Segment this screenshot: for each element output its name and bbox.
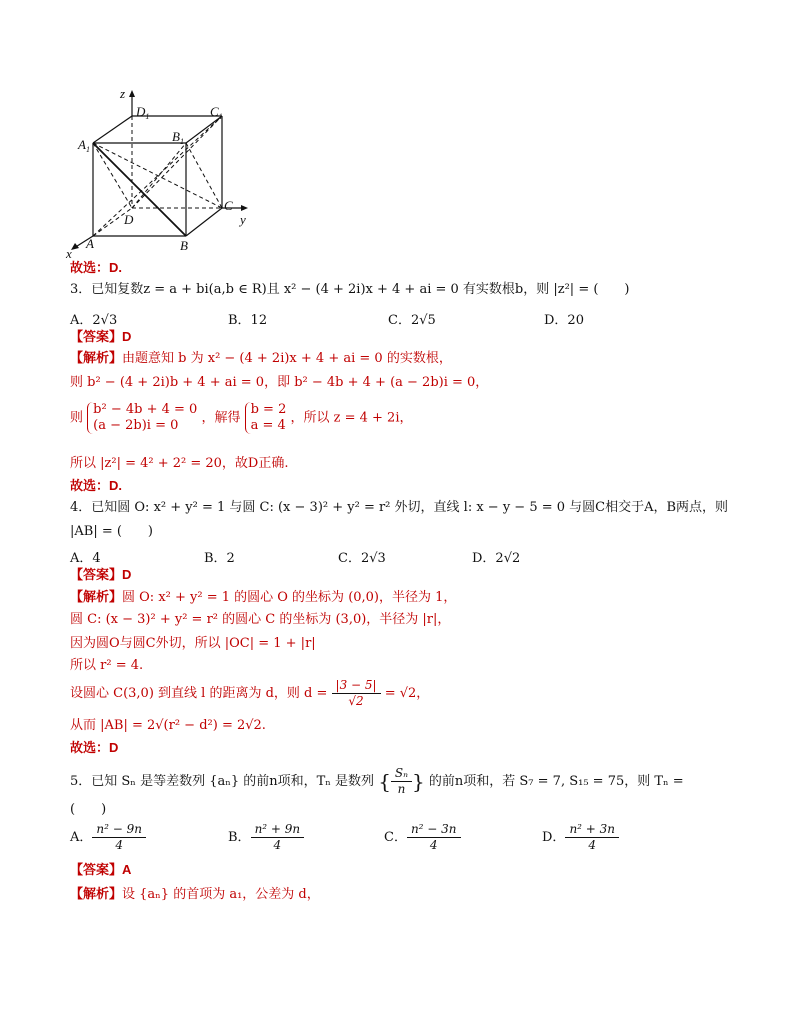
q5-option-a: A． $\frac{\text{n² − 9n}}{4}$: [70, 822, 146, 853]
q3-analysis-line1: 【解析】由题意知 b 为 x² − (4 + 2i)x + 4 + ai = 0 的实数根，: [70, 350, 452, 366]
q3-option-b: B．12: [228, 313, 268, 328]
q3-option-a: A．2√3: [70, 313, 118, 328]
q3-analysis-line2: 则 b² − (4 + 2i)b + 4 + ai = 0，即 b² − 4b + 4 + (a − 2b)i = 0，: [70, 375, 489, 390]
q4-analysis-line2: 圆 C: (x − 3)² + y² = r² 的圆心 C 的坐标为 (3,0)，半径为 |r|，: [70, 612, 451, 627]
q3-select-line: 故选：D.: [70, 478, 123, 493]
q3-option-d: D．20: [544, 313, 584, 328]
q5-stem-line2: ( ): [70, 802, 107, 817]
q3-system-2: b = 2 a = 4: [245, 402, 287, 434]
q4-answer: 【答案】D: [70, 567, 132, 582]
q4-analysis-line5: 设圆心 C(3,0) 到直线 l 的距离为 d，则 d = $\frac{|3 - 5|}{√2}$ = √2，: [70, 678, 430, 708]
label-z: z: [120, 86, 126, 101]
label-c1: $C_1$: [210, 104, 223, 121]
q3-stem: 3．已知复数z = a + bi(a,b ∈ R)且 x² − (4 + 2i)x + 4 + ai = 0 有实数根b，则 |z²| = ( ): [70, 282, 630, 297]
q4-option-c: C．2√3: [338, 551, 386, 566]
q4-option-b: B．2: [204, 551, 235, 566]
q4-option-d: D．2√2: [472, 551, 521, 566]
analysis-label: 【解析】: [70, 350, 123, 365]
q4-select-line: 故选：D: [70, 740, 119, 755]
q3-analysis-system: 则 b² − 4b + 4 = 0 (a − 2b)i = 0 ，解得 b = 2 a = 4 ，所以 z = 4 + 2i，: [70, 402, 413, 433]
q5-option-d: D． $\frac{\text{n² + 3n}}{4}$: [542, 822, 619, 853]
q4-stem-line2: |AB| = ( ): [70, 524, 154, 539]
q3-option-c: C．2√5: [388, 313, 436, 328]
q3-system-1: b² − 4b + 4 = 0 (a − 2b)i = 0: [87, 402, 197, 434]
q4-analysis-line1: 【解析】圆 O: x² + y² = 1 的圆心 O 的坐标为 (0,0)，半径为 1，: [70, 589, 457, 605]
q3-answer: 【答案】D: [70, 329, 132, 344]
q4-stem-line1: 4．已知圆 O: x² + y² = 1 与圆 C: (x − 3)² + y² = r² 外切，直线 l: x − y − 5 = 0 与圆C相交于A，B两点，则: [70, 500, 729, 515]
q5-stem-line1: 5．已知 Sₙ 是等差数列 {aₙ} 的前n项和，Tₙ 是数列 { $\frac{\text{Sₙ}}{n}$ } 的前n项和，若 S₇ = 7, S₁₅ = 75，则 Tₙ =: [70, 766, 684, 796]
q4-option-a: A．4: [70, 551, 101, 566]
label-y: y: [240, 212, 246, 227]
label-b1: $B_1$: [172, 129, 184, 146]
label-a: A: [86, 236, 94, 251]
q4-analysis-line4: 所以 r² = 4.: [70, 658, 144, 673]
q5-option-c: C． $\frac{\text{n² − 3n}}{4}$: [384, 822, 461, 853]
q4-analysis-line3: 因为圆O与圆C外切，所以 |OC| = 1 + |r|: [70, 636, 316, 651]
label-a1: $A_1$: [78, 137, 90, 154]
q4-analysis-line6: 从而 |AB| = 2√(r² − d²) = 2√2.: [70, 718, 266, 733]
label-b: B: [180, 238, 188, 253]
q3-analysis-line4: 所以 |z²| = 4² + 2² = 20，故D正确.: [70, 456, 289, 471]
q2-select-line: 故选：D.: [70, 260, 123, 275]
q5-analysis-line1: 【解析】设 {aₙ} 的首项为 a₁，公差为 d，: [70, 886, 320, 902]
cube-figure: [62, 86, 292, 261]
q5-answer: 【答案】A: [70, 862, 132, 877]
label-d1: $D_1$: [136, 104, 150, 121]
label-c: C: [224, 198, 233, 213]
label-x: x: [66, 246, 72, 261]
q5-option-b: B． $\frac{\text{n² + 9n}}{4}$: [228, 822, 304, 853]
label-d: D: [124, 212, 134, 227]
